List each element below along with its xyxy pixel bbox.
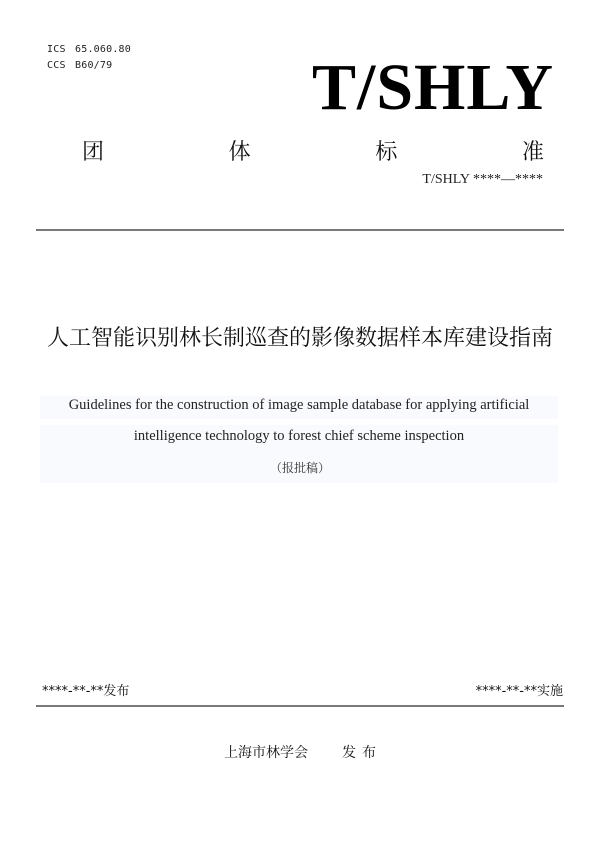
classification-codes bbox=[47, 42, 131, 74]
brand-code: T/SHLY bbox=[311, 51, 554, 124]
ics-label: ICS bbox=[47, 44, 66, 55]
ccs-label: CCS bbox=[47, 60, 66, 71]
implement-date: ****-**-**实施 bbox=[475, 684, 563, 699]
ccs-code bbox=[47, 58, 131, 74]
standard-number: T/SHLY ****—**** bbox=[422, 172, 543, 187]
ccs-value: B60/79 bbox=[75, 60, 113, 71]
standard-type-char: 准 bbox=[521, 140, 544, 165]
ics-code bbox=[47, 42, 131, 58]
issuer-action: 布 bbox=[362, 745, 376, 761]
issuer-organization: 上海市林学会 bbox=[224, 745, 308, 761]
issuer-action: 发 bbox=[342, 745, 356, 761]
draft-status: （报批稿） bbox=[269, 461, 330, 475]
standard-type bbox=[82, 139, 544, 167]
header-divider bbox=[36, 229, 564, 231]
chinese-title: 人工智能识别林长制巡查的影像数据样本库建设指南 bbox=[46, 326, 553, 351]
footer-divider bbox=[36, 705, 564, 707]
english-title-line-2: intelligence technology to forest chief scheme inspection bbox=[133, 428, 465, 444]
english-title-line-1: Guidelines for the construction of image sample database for applying artificial bbox=[68, 397, 530, 413]
standard-type-char: 标 bbox=[375, 140, 398, 165]
publish-date: ****-**-**发布 bbox=[42, 684, 130, 699]
standard-type-char: 团 bbox=[82, 140, 105, 165]
ics-value: 65.060.80 bbox=[75, 44, 131, 55]
standard-type-char: 体 bbox=[228, 140, 251, 165]
issuer-line bbox=[0, 742, 600, 762]
